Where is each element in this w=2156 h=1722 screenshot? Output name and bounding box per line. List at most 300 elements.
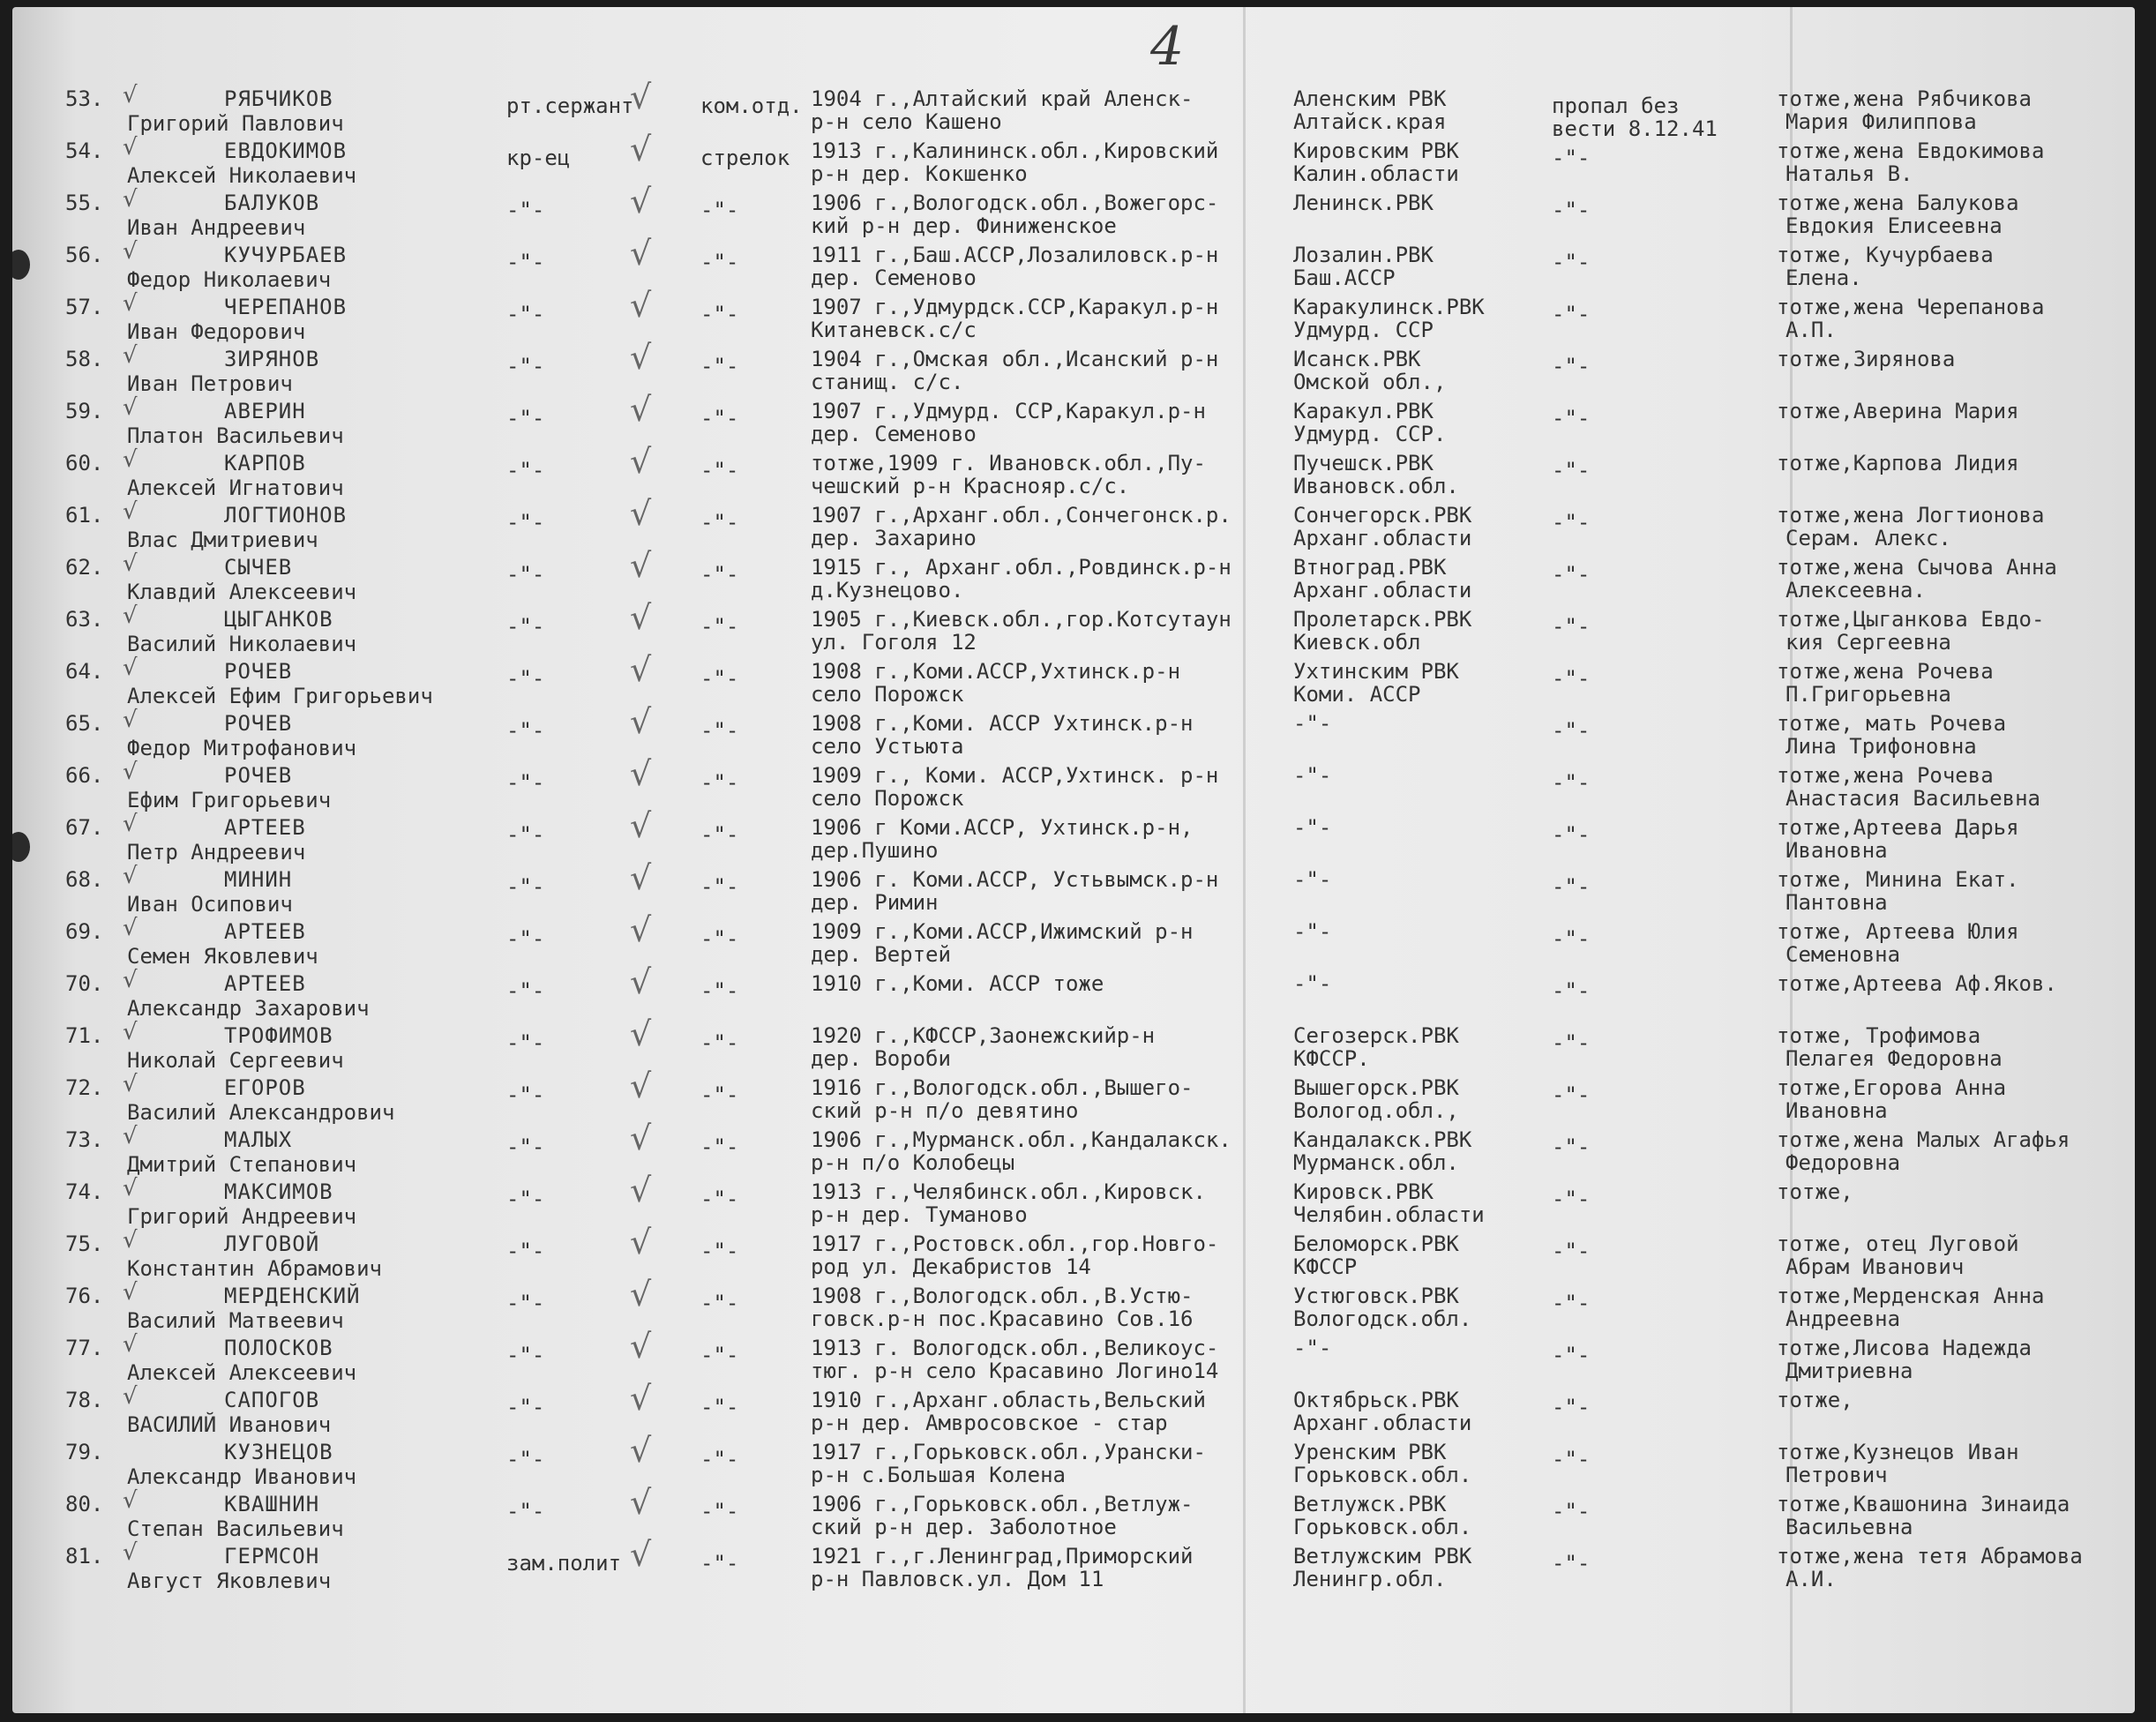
cell-rvk1: -"- [1293, 971, 1332, 996]
cell-birth2: дер. Вертей [811, 942, 951, 967]
cell-position: -"- [700, 1343, 739, 1367]
cell-birth1: 1915 г., Арханг.обл.,Ровдинск.р-н [811, 555, 1231, 580]
tick-mark-icon: √ [123, 967, 138, 993]
cell-birth1: 1909 г.,Коми.АССР,Ижимский р-н [811, 919, 1194, 944]
cell-kin1: тотже,Аверина Мария [1777, 399, 2019, 423]
tick-mark-icon: √ [123, 446, 138, 473]
cell-rvk2: Ивановск.обл. [1293, 474, 1459, 498]
cell-fate1: -"- [1552, 926, 1591, 951]
cell-num: 54. [65, 139, 104, 163]
table-row [12, 1067, 2135, 1127]
cell-kin2: А.П. [1785, 318, 1837, 342]
cell-birth1: тотже,1909 г. Ивановск.обл.,Пу- [811, 451, 1206, 475]
cell-kin2: Дмитриевна [1785, 1359, 1913, 1383]
tick-mark-icon: √ [123, 134, 138, 161]
cell-position: -"- [700, 1291, 739, 1315]
cell-birth1: 1920 г.,КФССР,Заонежскийр-н [811, 1023, 1156, 1048]
cell-fate1: -"- [1552, 718, 1591, 743]
table-row [12, 1327, 2135, 1387]
cell-fate1: -"- [1552, 614, 1591, 639]
check-mark-icon: √ [630, 338, 652, 377]
cell-birth2: д.Кузнецово. [811, 578, 964, 603]
check-mark-icon: √ [630, 1535, 652, 1574]
table-row [12, 1171, 2135, 1231]
check-mark-icon: √ [630, 858, 652, 897]
cell-rvk1: -"- [1293, 1336, 1332, 1360]
tick-mark-icon: √ [123, 1123, 138, 1149]
cell-rank: -"- [506, 718, 545, 743]
cell-kin1: тотже, Минина Екат. [1777, 867, 2019, 892]
cell-position: -"- [700, 822, 739, 847]
cell-num: 53. [65, 86, 104, 111]
cell-fate1: -"- [1552, 250, 1591, 274]
cell-fate1: -"- [1552, 1239, 1591, 1263]
cell-rvk1: Устюговск.РВК [1293, 1284, 1459, 1308]
cell-kin1: тотже,Квашонина Зинаида [1777, 1492, 2070, 1516]
cell-position: -"- [700, 250, 739, 274]
cell-birth2: дер.Пушино [811, 838, 939, 863]
cell-kin1: тотже, [1777, 1388, 1853, 1412]
check-mark-icon: √ [630, 1067, 652, 1105]
cell-fate1: -"- [1552, 874, 1591, 899]
cell-birth2: р-н с.Большая Колена [811, 1463, 1066, 1487]
cell-birth1: 1917 г.,Горьковск.обл.,Урански- [811, 1440, 1206, 1464]
cell-rank: кр-ец [506, 146, 571, 170]
cell-rank: -"- [506, 1447, 545, 1471]
cell-kin1: тотже,жена Балукова [1777, 191, 2019, 215]
sheet-number: 4 [1150, 16, 1185, 78]
tick-mark-icon: √ [123, 498, 138, 525]
table-row [12, 1119, 2135, 1179]
cell-surname: ЧЕРЕПАНОВ [224, 295, 348, 319]
cell-rank: -"- [506, 822, 545, 847]
check-mark-icon: √ [630, 390, 652, 429]
cell-position: -"- [700, 666, 739, 691]
tick-mark-icon: √ [123, 1227, 138, 1254]
cell-surname: РЯБЧИКОВ [224, 86, 333, 111]
cell-surname: РОЧЕВ [224, 659, 293, 684]
cell-fate1: -"- [1552, 770, 1591, 795]
cell-kin1: тотже, Артеева Юлия [1777, 919, 2019, 944]
cell-given: Василий Александрович [127, 1100, 395, 1125]
cell-birth1: 1908 г.,Вологодск.обл.,В.Устю- [811, 1284, 1194, 1308]
cell-rvk1: Ветлужск.РВК [1293, 1492, 1447, 1516]
cell-num: 69. [65, 919, 104, 944]
cell-fate1: -"- [1552, 354, 1591, 378]
cell-kin1: тотже, Кучурбаева [1777, 243, 1994, 267]
cell-rvk2: Коми. АССР [1293, 682, 1421, 707]
cell-fate2: вести 8.12.41 [1552, 116, 1718, 141]
cell-birth2: дер. Вороби [811, 1046, 951, 1071]
cell-num: 67. [65, 815, 104, 840]
cell-kin1: тотже, [1777, 1179, 1853, 1204]
cell-kin2: Анастасия Васильевна [1785, 786, 2040, 811]
cell-birth1: 1907 г.,Удмурдск.ССР,Каракул.р-н [811, 295, 1219, 319]
table-row [12, 1483, 2135, 1543]
cell-birth1: 1913 г.,Челябинск.обл.,Кировск. [811, 1179, 1206, 1204]
cell-kin1: тотже,Егорова Анна [1777, 1075, 2007, 1100]
cell-rvk2: Арханг.области [1293, 578, 1472, 603]
cell-kin1: тотже,жена Сычова Анна [1777, 555, 2057, 580]
cell-kin1: тотже,Мерденская Анна [1777, 1284, 2045, 1308]
cell-rvk2: Челябин.области [1293, 1202, 1485, 1227]
cell-rvk2: Удмурд. ССР. [1293, 422, 1447, 446]
cell-surname: САПОГОВ [224, 1388, 320, 1412]
cell-rvk2: Киевск.обл [1293, 630, 1421, 655]
cell-rvk1: Кировск.РВК [1293, 1179, 1434, 1204]
cell-surname: АРТЕЕВ [224, 815, 306, 840]
cell-given: Август Яковлевич [127, 1569, 332, 1593]
cell-birth2: дер. Семеново [811, 266, 977, 290]
cell-given: Алексей Николаевич [127, 163, 357, 188]
cell-kin1: тотже,Зирянова [1777, 347, 1956, 371]
tick-mark-icon: √ [123, 186, 138, 213]
cell-position: -"- [700, 1030, 739, 1055]
cell-birth1: 1906 г Коми.АССР, Ухтинск.р-н, [811, 815, 1194, 840]
cell-rvk1: Ленинск.РВК [1293, 191, 1434, 215]
cell-fate1: -"- [1552, 1395, 1591, 1419]
cell-fate1: -"- [1552, 302, 1591, 326]
cell-kin2: Васильевна [1785, 1515, 1913, 1539]
cell-position: -"- [700, 302, 739, 326]
cell-rank: -"- [506, 1134, 545, 1159]
cell-rvk1: Пролетарск.РВК [1293, 607, 1472, 632]
cell-kin2: Пелагея Федоровна [1785, 1046, 2003, 1071]
cell-rank: -"- [506, 562, 545, 587]
cell-given: Григорий Павлович [127, 111, 344, 136]
tick-mark-icon: √ [123, 603, 138, 629]
cell-position: -"- [700, 926, 739, 951]
cell-position: -"- [700, 978, 739, 1003]
cell-rank: -"- [506, 458, 545, 483]
cell-kin1: тотже,жена Черепанова [1777, 295, 2045, 319]
document-sheet [12, 7, 2135, 1713]
cell-kin2: Андреевна [1785, 1306, 1901, 1331]
cell-birth2: р-н п/о Колобецы [811, 1150, 1015, 1175]
cell-kin1: тотже, Трофимова [1777, 1023, 1981, 1048]
check-mark-icon: √ [630, 234, 652, 273]
cell-surname: ТРОФИМОВ [224, 1023, 333, 1048]
cell-rvk1: Втноград.РВК [1293, 555, 1447, 580]
cell-kin2: Мария Филиппова [1785, 109, 1977, 134]
check-mark-icon: √ [630, 1223, 652, 1262]
cell-position: -"- [700, 1082, 739, 1107]
cell-rank: -"- [506, 770, 545, 795]
check-mark-icon: √ [630, 702, 652, 741]
table-row [12, 1379, 2135, 1439]
cell-rvk1: Пучешск.РВК [1293, 451, 1434, 475]
cell-surname: СЫЧЕВ [224, 555, 293, 580]
cell-birth2: р-н дер. Туманово [811, 1202, 1028, 1227]
cell-num: 59. [65, 399, 104, 423]
cell-kin2: А.И. [1785, 1567, 1837, 1591]
table-row [12, 390, 2135, 450]
cell-rvk1: Кировским РВК [1293, 139, 1459, 163]
cell-rvk1: Исанск.РВК [1293, 347, 1421, 371]
cell-birth2: станищ. с/с. [811, 370, 964, 394]
cell-rank: -"- [506, 406, 545, 430]
cell-kin2: Абрам Иванович [1785, 1254, 1965, 1279]
cell-rvk2: Удмурд. ССР [1293, 318, 1434, 342]
table-row [12, 494, 2135, 554]
cell-birth1: 1917 г.,Ростовск.обл.,гор.Новго- [811, 1232, 1219, 1256]
cell-surname: МАЛЫХ [224, 1127, 293, 1152]
cell-fate1: -"- [1552, 198, 1591, 222]
check-mark-icon: √ [630, 494, 652, 533]
cell-birth2: р-н село Кашено [811, 109, 1002, 134]
cell-rank: -"- [506, 198, 545, 222]
cell-given: Николай Сергеевич [127, 1048, 344, 1073]
cell-rank: -"- [506, 1343, 545, 1367]
cell-kin1: тотже,Артеева Дарья [1777, 815, 2019, 840]
check-mark-icon: √ [630, 546, 652, 585]
cell-rank: -"- [506, 926, 545, 951]
cell-birth1: 1910 г.,Арханг.область,Вельский [811, 1388, 1206, 1412]
cell-kin1: тотже, мать Рочева [1777, 711, 2007, 736]
cell-kin1: тотже,Цыганкова Евдо- [1777, 607, 2045, 632]
tick-mark-icon: √ [123, 1071, 138, 1097]
cell-birth2: село Порожск [811, 786, 964, 811]
cell-fate1: -"- [1552, 1499, 1591, 1524]
cell-birth2: род ул. Декабристов 14 [811, 1254, 1091, 1279]
table-row [12, 442, 2135, 502]
cell-birth2: говск.р-н пос.Красавино Сов.16 [811, 1306, 1194, 1331]
cell-rvk2: Омской обл., [1293, 370, 1447, 394]
cell-fate1: -"- [1552, 1343, 1591, 1367]
cell-surname: ЛУГОВОЙ [224, 1232, 320, 1256]
check-mark-icon: √ [630, 1119, 652, 1157]
cell-rank: -"- [506, 1082, 545, 1107]
check-mark-icon: √ [630, 806, 652, 845]
cell-birth1: 1910 г.,Коми. АССР тоже [811, 971, 1104, 996]
cell-num: 76. [65, 1284, 104, 1308]
cell-num: 75. [65, 1232, 104, 1256]
check-mark-icon: √ [630, 1431, 652, 1470]
cell-surname: ЕГОРОВ [224, 1075, 306, 1100]
tick-mark-icon: √ [123, 1175, 138, 1202]
cell-kin2: Петрович [1785, 1463, 1888, 1487]
tick-mark-icon: √ [123, 655, 138, 681]
cell-rvk2: Горьковск.обл. [1293, 1515, 1472, 1539]
cell-position: -"- [700, 562, 739, 587]
cell-birth1: 1911 г.,Баш.АССР,Лозалиловск.р-н [811, 243, 1219, 267]
cell-rvk2: Арханг.области [1293, 526, 1472, 550]
cell-kin1: тотже,жена Малых Агафья [1777, 1127, 2070, 1152]
cell-position: стрелок [700, 146, 790, 170]
cell-kin2: Наталья В. [1785, 161, 1913, 186]
cell-rank: -"- [506, 1291, 545, 1315]
tick-mark-icon: √ [123, 1383, 138, 1410]
cell-surname: АРТЕЕВ [224, 919, 306, 944]
cell-num: 58. [65, 347, 104, 371]
cell-position: -"- [700, 406, 739, 430]
cell-given: Василий Матвеевич [127, 1308, 344, 1333]
cell-fate1: -"- [1552, 1447, 1591, 1471]
cell-kin1: тотже,жена Рочева [1777, 659, 1994, 684]
cell-fate1: -"- [1552, 1030, 1591, 1055]
cell-given: Александр Захарович [127, 996, 370, 1021]
cell-rank: -"- [506, 510, 545, 535]
table-row [12, 962, 2135, 1022]
cell-rank: -"- [506, 250, 545, 274]
cell-given: Константин Абрамович [127, 1256, 382, 1281]
cell-rvk1: Беломорск.РВК [1293, 1232, 1459, 1256]
table-row [12, 182, 2135, 242]
tick-mark-icon: √ [123, 550, 138, 577]
cell-num: 55. [65, 191, 104, 215]
cell-surname: МИНИН [224, 867, 293, 892]
cell-given: Петр Андреевич [127, 840, 306, 865]
cell-kin2: Лина Трифоновна [1785, 734, 1977, 759]
cell-rank: -"- [506, 354, 545, 378]
table-row [12, 858, 2135, 918]
table-row [12, 234, 2135, 294]
cell-birth2: село Порожск [811, 682, 964, 707]
cell-rvk1: -"- [1293, 815, 1332, 840]
tick-mark-icon: √ [123, 1539, 138, 1566]
cell-given: Федор Митрофанович [127, 736, 357, 760]
cell-num: 71. [65, 1023, 104, 1048]
check-mark-icon: √ [630, 754, 652, 793]
cell-rank: -"- [506, 874, 545, 899]
check-mark-icon: √ [630, 1275, 652, 1314]
cell-birth1: 1907 г.,Арханг.обл.,Сончегонск.р. [811, 503, 1231, 528]
cell-surname: АВЕРИН [224, 399, 306, 423]
cell-position: -"- [700, 354, 739, 378]
cell-kin1: тотже,жена Рочева [1777, 763, 1994, 788]
cell-surname: КАРПОВ [224, 451, 306, 475]
check-mark-icon: √ [630, 650, 652, 689]
cell-given: Василий Николаевич [127, 632, 357, 656]
cell-given: Семен Яковлевич [127, 944, 318, 969]
cell-surname: АРТЕЕВ [224, 971, 306, 996]
cell-birth2: чешский р-н Краснояр.с/с. [811, 474, 1130, 498]
cell-rank: -"- [506, 1395, 545, 1419]
cell-position: -"- [700, 770, 739, 795]
cell-kin1: тотже,Лисова Надежда [1777, 1336, 2032, 1360]
cell-kin2: Алексеевна. [1785, 578, 1926, 603]
cell-fate1: -"- [1552, 146, 1591, 170]
cell-rvk2: КФССР [1293, 1254, 1358, 1279]
cell-surname: ЗИРЯНОВ [224, 347, 320, 371]
cell-rvk2: Баш.АССР [1293, 266, 1396, 290]
cell-rvk1: Вышегорск.РВК [1293, 1075, 1459, 1100]
cell-given: Алексей Ефим Григорьевич [127, 684, 433, 708]
cell-kin1: тотже,жена Рябчикова [1777, 86, 2032, 111]
cell-birth1: 1916 г.,Вологодск.обл.,Вышего- [811, 1075, 1194, 1100]
cell-birth1: 1904 г.,Алтайский край Аленск- [811, 86, 1194, 111]
cell-position: -"- [700, 1187, 739, 1211]
check-mark-icon: √ [630, 286, 652, 325]
check-mark-icon: √ [630, 1483, 652, 1522]
cell-birth1: 1904 г.,Омская обл.,Исанский р-н [811, 347, 1219, 371]
cell-fate1: -"- [1552, 406, 1591, 430]
cell-surname: ЛОГТИОНОВ [224, 503, 348, 528]
cell-rvk2: Калин.области [1293, 161, 1459, 186]
cell-num: 64. [65, 659, 104, 684]
cell-rvk1: Каракулинск.РВК [1293, 295, 1485, 319]
cell-position: -"- [700, 458, 739, 483]
cell-given: Иван Осипович [127, 892, 293, 917]
cell-given: Александр Иванович [127, 1464, 357, 1489]
cell-kin2: Серам. Алекс. [1785, 526, 1951, 550]
cell-birth2: ский р-н дер. Заболотное [811, 1515, 1117, 1539]
cell-rvk1: Уренским РВК [1293, 1440, 1447, 1464]
cell-rank: зам.полит [506, 1551, 622, 1576]
cell-rvk1: Ухтинским РВК [1293, 659, 1459, 684]
cell-rank: -"- [506, 1030, 545, 1055]
cell-num: 57. [65, 295, 104, 319]
table-row [12, 598, 2135, 658]
cell-given: Дмитрий Степанович [127, 1152, 357, 1177]
cell-rvk2: КФССР. [1293, 1046, 1370, 1071]
cell-rvk1: -"- [1293, 711, 1332, 736]
cell-rvk2: Горьковск.обл. [1293, 1463, 1472, 1487]
cell-kin2: Пантовна [1785, 890, 1888, 915]
cell-birth2: дер. Захарино [811, 526, 977, 550]
table-row [12, 1431, 2135, 1491]
tick-mark-icon: √ [123, 915, 138, 941]
check-mark-icon: √ [630, 1379, 652, 1418]
cell-num: 73. [65, 1127, 104, 1152]
cell-rvk1: Каракул.РВК [1293, 399, 1434, 423]
check-mark-icon: √ [630, 442, 652, 481]
cell-birth1: 1906 г.,Горьковск.обл.,Ветлуж- [811, 1492, 1194, 1516]
check-mark-icon: √ [630, 1171, 652, 1209]
cell-fate1: -"- [1552, 562, 1591, 587]
cell-rvk1: Кандалакск.РВК [1293, 1127, 1472, 1152]
cell-kin1: тотже,жена Евдокимова [1777, 139, 2045, 163]
tick-mark-icon: √ [123, 342, 138, 369]
cell-surname: БАЛУКОВ [224, 191, 320, 215]
cell-kin2: Федоровна [1785, 1150, 1901, 1175]
cell-rvk1: Ветлужским РВК [1293, 1544, 1472, 1569]
cell-fate1: -"- [1552, 666, 1591, 691]
cell-num: 65. [65, 711, 104, 736]
cell-surname: КУЗНЕЦОВ [224, 1440, 333, 1464]
tick-mark-icon: √ [123, 238, 138, 265]
cell-birth2: ский р-н п/о девятино [811, 1098, 1079, 1123]
cell-num: 68. [65, 867, 104, 892]
cell-rank: рт.сержант [506, 94, 634, 118]
cell-position: -"- [700, 1395, 739, 1419]
table-row [12, 650, 2135, 710]
cell-surname: РОЧЕВ [224, 763, 293, 788]
cell-birth2: Китаневск.с/с [811, 318, 977, 342]
tick-mark-icon: √ [123, 394, 138, 421]
table-row [12, 546, 2135, 606]
cell-fate1: -"- [1552, 1082, 1591, 1107]
cell-fate1: -"- [1552, 978, 1591, 1003]
cell-birth1: 1909 г., Коми. АССР,Ухтинск. р-н [811, 763, 1219, 788]
cell-position: -"- [700, 1499, 739, 1524]
table-row [12, 1014, 2135, 1074]
cell-fate1: -"- [1552, 822, 1591, 847]
cell-num: 66. [65, 763, 104, 788]
cell-surname: КВАШНИН [224, 1492, 320, 1516]
cell-given: Алексей Алексеевич [127, 1360, 357, 1385]
cell-rank: -"- [506, 1239, 545, 1263]
cell-birth2: дер. Семеново [811, 422, 977, 446]
cell-rvk1: -"- [1293, 763, 1332, 788]
tick-mark-icon: √ [123, 707, 138, 733]
cell-birth2: кий р-н дер. Финиженское [811, 213, 1117, 238]
check-mark-icon: √ [630, 78, 652, 116]
cell-given: Алексей Игнатович [127, 475, 344, 500]
cell-kin2: Елена. [1785, 266, 1862, 290]
check-mark-icon: √ [630, 1327, 652, 1366]
cell-given: Иван Петрович [127, 371, 293, 396]
